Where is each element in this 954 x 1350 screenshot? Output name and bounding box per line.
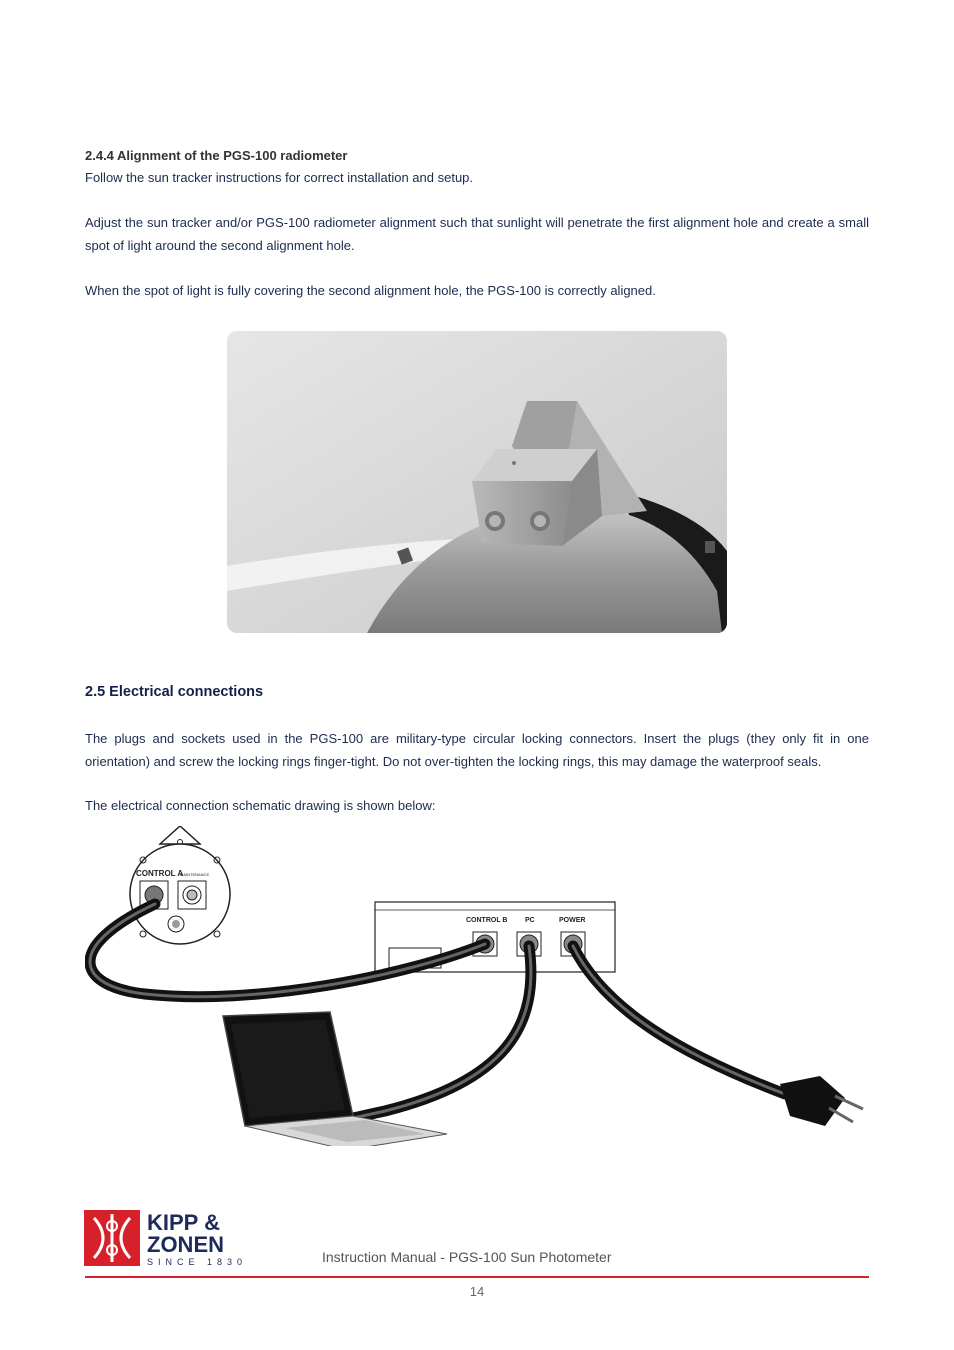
label-control-b: CONTROL B [466, 917, 508, 924]
paragraph-schematic-intro: The electrical connection schematic drawing is shown below: [85, 798, 436, 813]
logo-line1: KIPP & [147, 1210, 220, 1235]
connection-schematic [85, 826, 875, 1146]
label-pc: PC [525, 917, 535, 924]
laptop-drawing [223, 1012, 447, 1146]
label-power: POWER [559, 917, 586, 924]
kipp-zonen-logo [84, 1208, 274, 1268]
photometer-head [130, 826, 230, 944]
footer-rule [85, 1276, 869, 1278]
radiometer-photo [227, 331, 727, 633]
footer-title: Instruction Manual - PGS-100 Sun Photometer [322, 1249, 612, 1265]
section-25-heading: 2.5 Electrical connections [85, 684, 264, 700]
logo-line2: ZONEN [147, 1232, 224, 1257]
logo-since: SINCE 1830 [147, 1257, 248, 1267]
paragraph-aligned: When the spot of light is fully covering the second alignment hole, the PGS-100 is correctly aligned. [85, 283, 656, 298]
paragraph-connectors: The plugs and sockets used in the PGS-100 are military-type circular locking connectors. Insert the plugs (they only fit in one orientation) and screw the locking rings finger-tight. Do not over-tighten the locking rings, this may damage the waterproof seals. [85, 731, 869, 769]
label-maintenance: MAINTENANCE [180, 872, 210, 877]
section-244-heading: 2.4.4 Alignment of the PGS-100 radiometer [85, 148, 348, 163]
paragraph-setup: Follow the sun tracker instructions for correct installation and setup. [85, 170, 474, 185]
label-control-a: CONTROL A [136, 869, 184, 878]
power-plug-drawing [780, 1076, 863, 1126]
page-number: 14 [469, 1284, 485, 1299]
paragraph-adjust: Adjust the sun tracker and/or PGS-100 radiometer alignment such that sunlight will penetrate the first alignment hole and create a small spot of light around the second alignment hole. [85, 215, 869, 253]
